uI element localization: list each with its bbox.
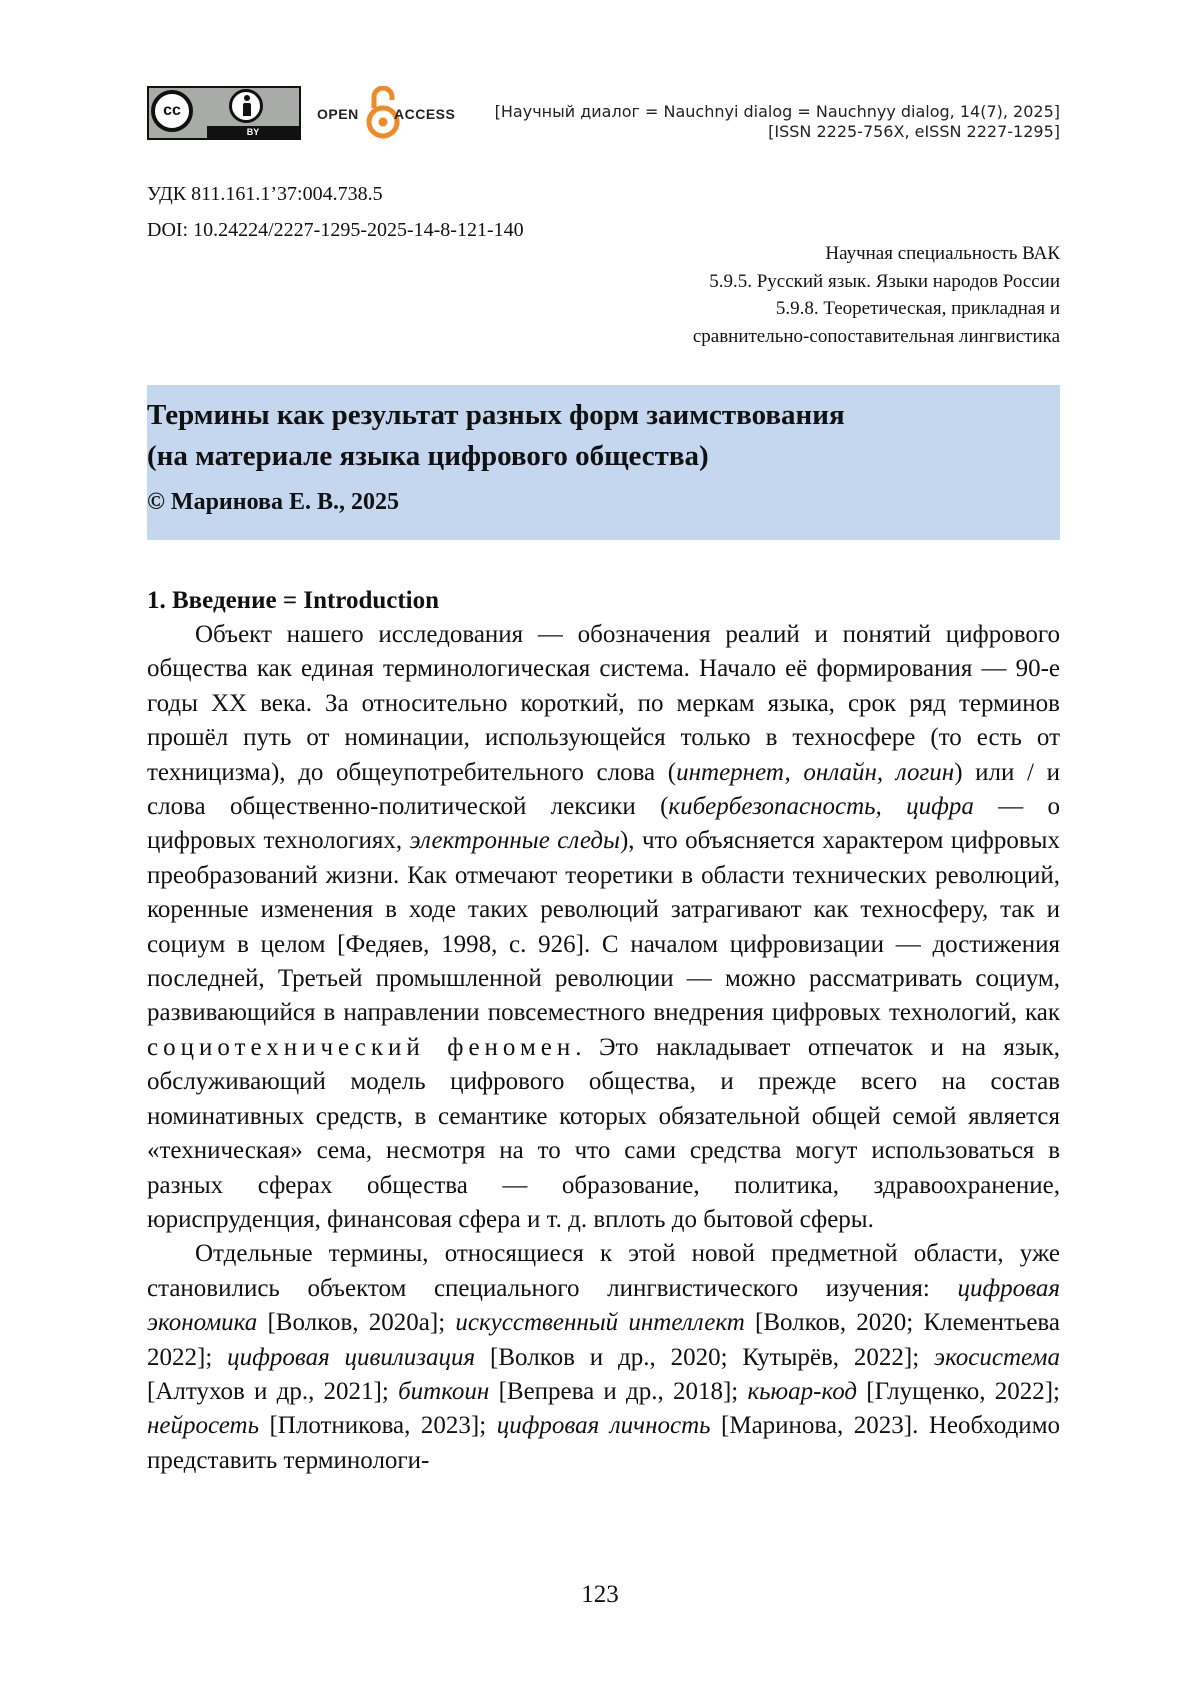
text-run: Отдельные термины, относящиеся к этой новой предметной области, уже становились объектом специального лингвистического изучения: <box>147 1240 1060 1302</box>
italic-term: экосистема <box>934 1343 1060 1371</box>
text-run: [Маринова, 2023]. Необходимо представить терминологи- <box>147 1412 1061 1474</box>
title-line-2: (на материале языка цифрового общества) <box>147 440 709 472</box>
text-run: ), что объясняется характером цифровых преобразований жизни. Как отмечают теоретики в области технических революций, коренные изменения в ходе таких революций затрагивают как техносферу, так и социум в целом [Федяев, 1998, с. 926]. С началом цифровизации — достижения последней, Третьей промышленной революции — можно рассматривать социум, развивающийся в направлении повсеместного внедрения цифровых технологий, как <box>147 827 1060 1027</box>
italic-term: искусственный интеллект <box>455 1309 745 1337</box>
title-line-1: Термины как результат разных форм заимствования <box>147 399 845 431</box>
open-access-open-text: OPEN <box>317 106 359 122</box>
text-run: [Волков, 2020a]; <box>257 1309 456 1337</box>
spaced-emphasis: социотехнический феномен <box>147 1033 576 1061</box>
italic-term: биткоин <box>398 1377 490 1405</box>
text-run: [Вепрева и др., 2018]; <box>489 1377 748 1405</box>
article-title-box <box>147 385 1060 540</box>
italic-term: электронные следы <box>409 827 620 855</box>
text-run: [Плотникова, 2023]; <box>258 1412 497 1440</box>
section-heading: 1. Введение = Introduction <box>147 587 440 614</box>
italic-term: нейросеть <box>147 1412 259 1440</box>
text-run: ) или / и слова общественно-политической лексики ( <box>147 758 1060 821</box>
page-header <box>147 86 1060 146</box>
attribution-icon <box>229 89 263 123</box>
specialty-item: 5.9.5. Русский язык. Языки народов России <box>709 270 1060 292</box>
open-access-logo[interactable] <box>317 86 467 140</box>
text-run: . Это накладывает отпечаток и на язык, обслуживающий модель цифрового общества, и прежде всего на состав номинативных средств, в семантике которых обязательной общей семой является «техническая» сема, несмотря на то что сами средства могут использоваться в разных сферах общества — образование, политика, здравоохранение, юриспруденция, финансовая сфера и т. д. вплоть до бытовой сферы. <box>147 1033 1060 1233</box>
article-title <box>147 395 1060 477</box>
paragraph <box>147 618 1060 1237</box>
article-body <box>147 618 1060 1478</box>
italic-term: кьюар-код <box>747 1377 858 1405</box>
article-identifiers <box>147 176 524 248</box>
paragraph <box>147 1237 1060 1478</box>
text-run: [Алтухов и др., 2021]; <box>147 1377 399 1405</box>
open-access-access-text: ACCESS <box>394 106 456 122</box>
journal-issn-line: [ISSN 2225-756X, eISSN 2227-1295] <box>768 122 1060 141</box>
udk-code: УДК 811.161.1’37:004.738.5 <box>147 183 383 205</box>
cc-icon: cc <box>151 90 193 132</box>
specialty-item-continuation: сравнительно-сопоставительная лингвистика <box>692 325 1060 347</box>
text-run: [Глущенко, 2022]; <box>857 1377 1060 1405</box>
text-run: [Волков и др., 2020; Кутырёв, 2022]; <box>475 1343 935 1371</box>
cc-by-license-logo[interactable] <box>147 86 301 140</box>
italic-term: кибербезопасность, цифра <box>668 793 974 821</box>
italic-term: цифровая экономика <box>147 1274 1060 1337</box>
italic-term: цифровая личность <box>496 1412 711 1440</box>
text-run: [Волков, 2020; Клементьева 2022]; <box>147 1309 1061 1371</box>
specialty-item: 5.9.8. Теоретическая, прикладная и <box>775 298 1060 319</box>
by-label: BY <box>207 126 299 138</box>
italic-term: интернет, онлайн, логин <box>676 758 955 786</box>
doi-link[interactable]: DOI: 10.24224/2227-1295-2025-14-8-121-140 <box>147 219 524 241</box>
text-run: Объект нашего исследования — обозначения реалий и понятий цифрового общества как единая терминологическая система. Начало её формирования — 90-е годы XX века. За относительно короткий, по меркам языка, срок ряд терминов прошёл путь от номинации, использующейся только в техносфере (то есть от техницизма), до общеупотребительного слова ( <box>147 621 1060 786</box>
specialty-heading: Научная специальность ВАК <box>825 243 1060 264</box>
author-copyright: © Маринова Е. В., 2025 <box>147 489 399 515</box>
page-number: 123 <box>581 1581 619 1608</box>
italic-term: цифровая цивилизация <box>227 1343 476 1371</box>
text-run: — о цифровых технологиях, <box>147 793 1060 855</box>
journal-citation <box>495 102 1060 142</box>
vak-specialty <box>693 240 1060 350</box>
journal-citation-line: [Научный диалог = Nauchnyi dialog = Nauchnyy dialog, 14(7), 2025] <box>494 102 1060 121</box>
